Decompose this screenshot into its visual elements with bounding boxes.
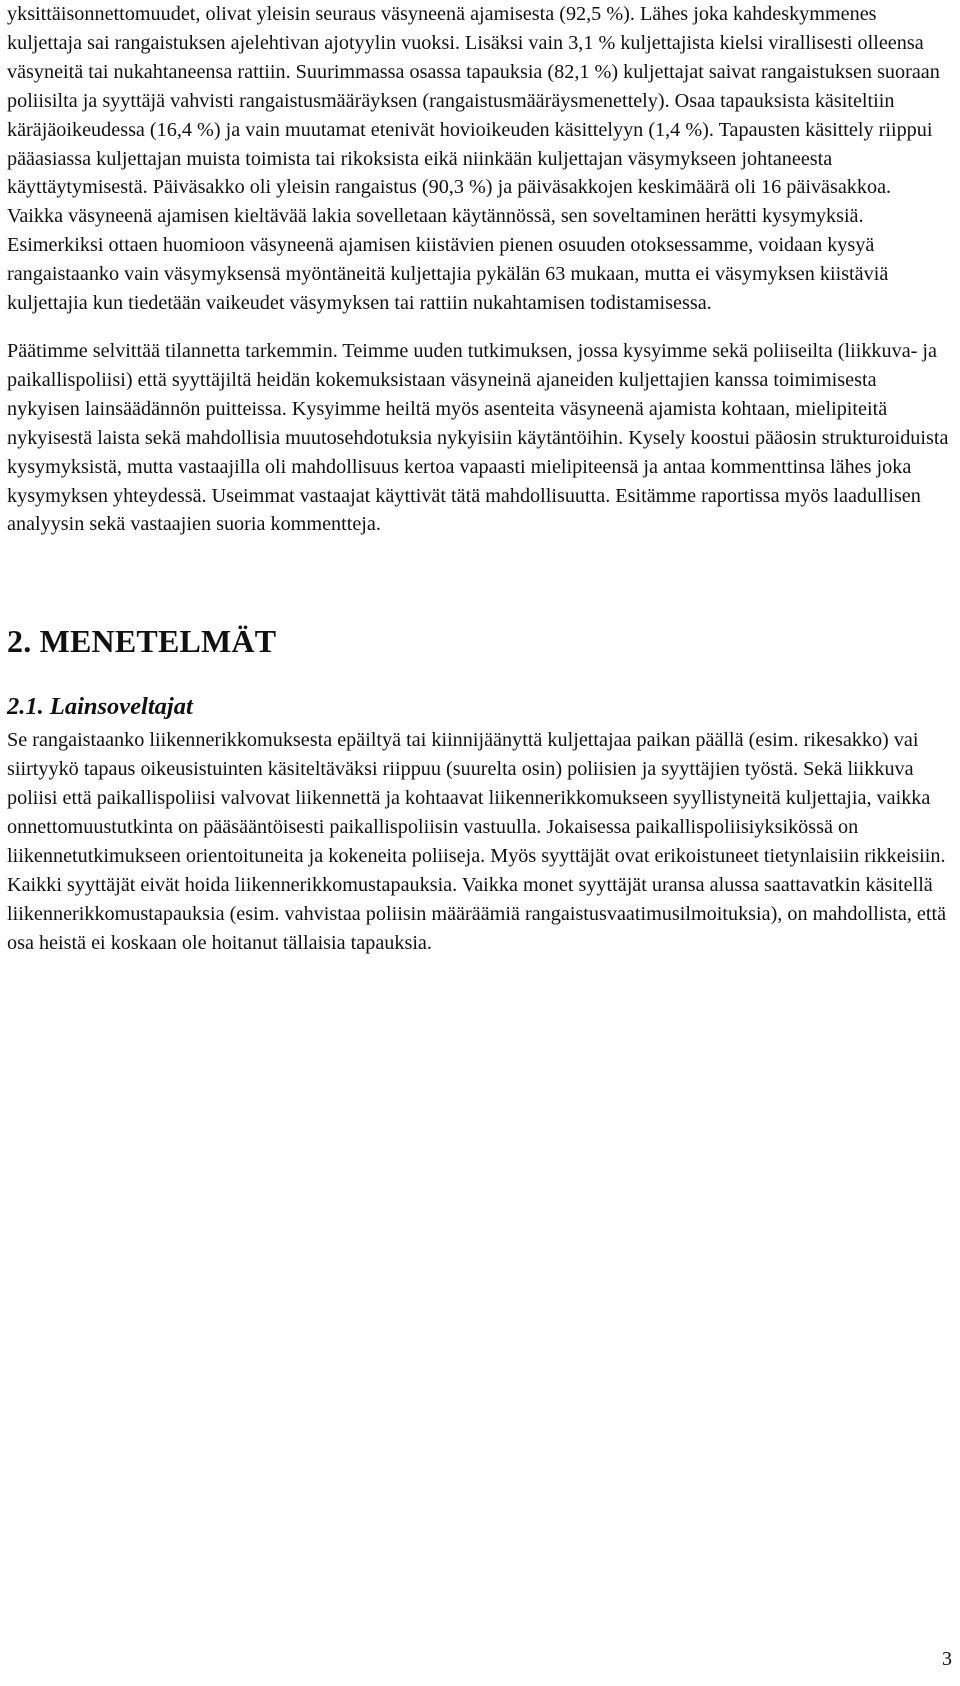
page-number: 3 [942, 1648, 952, 1670]
document-page [7, 0, 951, 958]
section-heading-methods: 2. MENETELMÄT [7, 623, 277, 660]
paragraph-study-description: Päätimme selvittää tilannetta tarkemmin. Teimme uuden tutkimuksen, jossa kysyimme sekä poliiseilta (liikkuva- ja paikallispoliisi) että syyttäjiltä heidän kokemuksistaan väsyneinä ajaneiden kuljettajien kanssa toimimisesta nykyisen lainsäädännön puitteissa. Kysyimme heiltä myös asenteita väsyneenä ajamista kohtaan, mielipiteitä nykyisestä laista sekä mahdollisia muutosehdotuksia nykyisiin käytäntöihin. Kysely koostui pääosin strukturoiduista kysymyksistä, mutta vastaajilla oli mahdollisuus kertoa vapaasti mielipiteensä ja antaa kommenttinsa lähes joka kysymyksen yhteydessä. Useimmat vastaajat käyttivät tätä mahdollisuutta. Esitämme raportissa myös laadullisen analyysin sekä vastaajien suoria kommentteja. [7, 339, 949, 536]
paragraph-results-summary: yksittäisonnettomuudet, olivat yleisin seuraus väsyneenä ajamisesta (92,5 %). Lähes joka kahdeskymmenes kuljettaja sai rangaistuksen ajelehtivan ajotyylin vuoksi. Lisäksi vain 3,1 % kuljettajista kielsi virallisesti olleensa väsyneitä tai nukahtaneensa rattiin. Suurimmassa osassa tapauksia (82,1 %) kuljettajat saivat rangaistuksen suoraan poliisilta ja syyttäjä vahvisti rangaistusmääräyksen (rangaistusmääräysmenettely). Osaa tapauksista käsiteltiin käräjäoikeudessa (16,4 %) ja vain muutamat etenivät hovioikeuden käsittelyyn (1,4 %). Tapausten käsittely riippui pääasiassa kuljettajan muista toimista tai rikoksista eikä niinkään kuljettajan väsymykseen johtaneesta käyttäytymisestä. Päiväsakko oli yleisin rangaistus (90,3 %) ja päiväsakkojen keskimäärä oli 16 päiväsakkoa. Vaikka väsyneenä ajamisen kieltävää lakia sovelletaan käytännössä, sen soveltaminen herätti kysymyksiä. Esimerkiksi ottaen huomioon väsyneenä ajamisen kiistävien pienen osuuden otoksessamme, voidaan kysyä rangaistaanko vain väsymyksensä myöntäneitä kuljettajia pykälän 63 mukaan, mutta ei väsymyksen kiistäviä kuljettajia kun tiedetään vaikeudet väsymyksen tai rattiin nukahtamisen todistamisessa. [7, 3, 940, 315]
paragraph-law-enforcers: Se rangaistaanko liikennerikkomuksesta epäiltyä tai kiinnijäänyttä kuljettajaa paikan päällä (esim. rikesakko) vai siirtyykö tapaus oikeusistuinten käsiteltäväksi riippuu (suurelta osin) poliisien ja syyttäjien työstä. Sekä liikkuva poliisi että paikallispoliisi valvovat liikennettä ja kohtaavat liikennerikkomukseen syyllistyneitä kuljettajia, vaikka onnettomuustutkinta on pääsääntöisesti paikallispoliisin vastuulla. Jokaisessa paikallispoliisiyksikössä on liikennetutkimukseen orientoituneita ja kokeneita poliiseja. Myös syyttäjät ovat erikoistuneet tietynlaisiin rikkeisiin. Kaikki syyttäjät eivät hoida liikennerikkomustapauksia. Vaikka monet syyttäjät uransa alussa saattavatkin käsitellä liikennerikkomustapauksia (esim. vahvistaa poliisin määräämiä rangaistusvaatimusilmoituksia), on mahdollista, että osa heistä ei koskaan ole hoitanut tällaisia tapauksia. [7, 729, 947, 954]
subsection-heading-law-enforcers: 2.1. Lainsoveltajat [7, 693, 193, 721]
